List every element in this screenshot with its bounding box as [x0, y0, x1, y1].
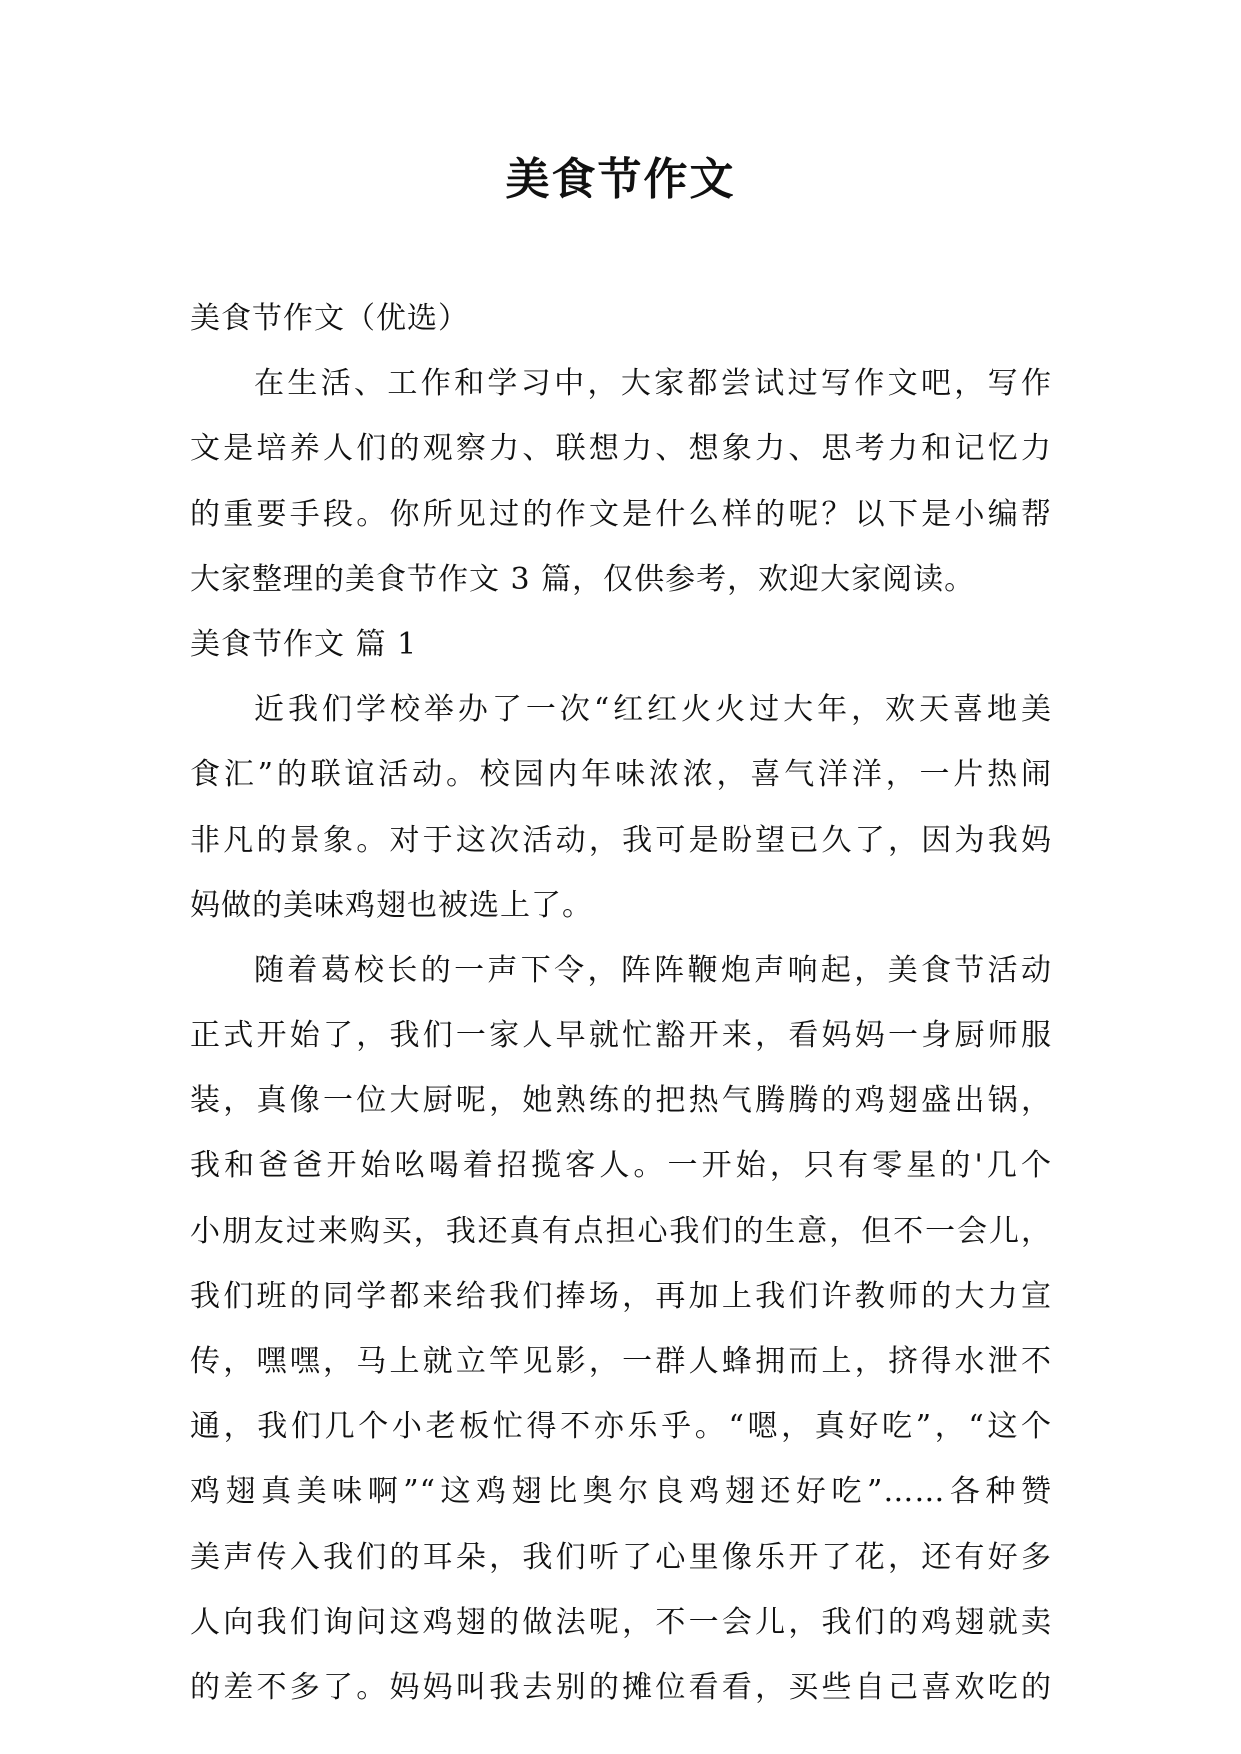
- document-body: [190, 286, 1052, 1720]
- text-line: 非凡的景象。对于这次活动，我可是盼望已久了，因为我妈: [190, 822, 1052, 858]
- text-line: 的重要手段。你所见过的作文是什么样的呢？以下是小编帮: [190, 496, 1052, 532]
- text-line: 传，嘿嘿，马上就立竿见影，一群人蜂拥而上，挤得水泄不: [190, 1344, 1052, 1379]
- text-line: 美食节作文（优选）: [190, 301, 469, 336]
- text-line: 在生活、工作和学习中，大家都尝试过写作文吧，写作: [254, 366, 1052, 402]
- text-line: 妈做的美味鸡翅也被选上了。: [190, 887, 593, 923]
- text-line: 我们班的同学都来给我们捧场，再加上我们许教师的大力宣: [190, 1278, 1052, 1314]
- text-line: 鸡翅真美味啊”“这鸡翅比奥尔良鸡翅还好吃”……各种赞: [190, 1474, 1052, 1510]
- text-line: 的差不多了。妈妈叫我去别的摊位看看，买些自己喜欢吃的: [190, 1669, 1052, 1705]
- text-line: 随着葛校长的一声下令，阵阵鞭炮声响起，美食节活动: [254, 952, 1052, 988]
- text-line: 人向我们询问这鸡翅的做法呢，不一会儿，我们的鸡翅就卖: [190, 1604, 1052, 1640]
- document-title: 美食节作文: [505, 154, 736, 205]
- text-line: 小朋友过来购买，我还真有点担心我们的生意，但不一会儿，: [190, 1213, 1052, 1249]
- text-line: 食汇”的联谊活动。校园内年味浓浓，喜气洋洋，一片热闹: [190, 757, 1052, 793]
- text-line: 通，我们几个小老板忙得不亦乐乎。“嗯，真好吃”，“这个: [190, 1409, 1052, 1445]
- text-line: 装，真像一位大厨呢，她熟练的把热气腾腾的鸡翅盛出锅，: [190, 1083, 1052, 1119]
- text-line: 大家整理的美食节作文 3 篇，仅供参考，欢迎大家阅读。: [190, 561, 976, 597]
- text-line: 美食节作文 篇 1: [190, 626, 418, 662]
- text-line: 正式开始了，我们一家人早就忙豁开来，看妈妈一身厨师服: [190, 1018, 1052, 1054]
- text-line: 文是培养人们的观察力、联想力、想象力、思考力和记忆力: [190, 431, 1052, 467]
- text-line: 美声传入我们的耳朵，我们听了心里像乐开了花，还有好多: [190, 1539, 1052, 1575]
- text-line: 我和爸爸开始吆喝着招揽客人。一开始，只有零星的'几个: [190, 1148, 1052, 1184]
- text-line: 近我们学校举办了一次“红红火火过大年，欢天喜地美: [254, 692, 1052, 728]
